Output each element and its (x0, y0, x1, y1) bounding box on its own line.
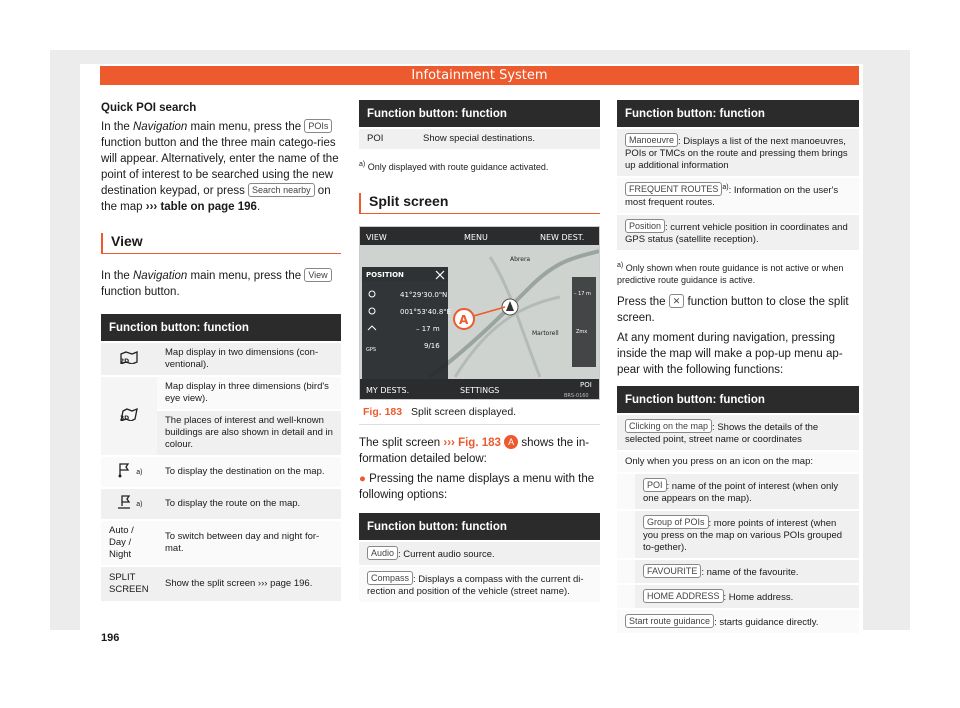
split-paragraph: The split screen ››› Fig. 183 A shows the in-formation detailed below: (359, 437, 590, 465)
close-icon: ✕ (669, 294, 685, 308)
split-screen-image (360, 227, 599, 399)
table-header: Function button: function (617, 386, 859, 414)
table-row: Group of POIs : more points of interest (when you press on the map on various POIs grouped to-gether). (617, 510, 859, 559)
table-row: $^{a)}$ To display the destination on the map. (101, 456, 341, 488)
table-row: $^{a)}$ To display the route on the map. (101, 488, 341, 520)
bullet-icon: ● (359, 473, 366, 485)
fig-label-scale: – 17 m (574, 291, 591, 297)
fig-btn-settings: SETTINGS (460, 386, 500, 395)
table-row: POI : name of the point of interest (when only one appears on the map). (617, 473, 859, 510)
view-function-table (101, 314, 341, 603)
popup-menu-table (617, 386, 859, 635)
view-key: View (304, 268, 331, 282)
table-row: Auto / Day / Night To switch between day and night for-mat. (101, 520, 341, 566)
poi-function-table (359, 100, 600, 151)
fig-btn-new-dest: NEW DEST. (540, 233, 585, 242)
bullet-item: ● Pressing the name displays a menu with the following options: (359, 473, 595, 501)
table-header: Function button: function (359, 513, 600, 541)
table-header: Function button: function (359, 100, 600, 128)
fig-label-lon: 001°53'40.8"E (400, 308, 451, 316)
view-section-title: View (101, 233, 341, 254)
fig-label-gps: GPS (366, 347, 377, 353)
fig-code: BRS-0160 (564, 393, 589, 399)
table-row: Start route guidance : starts guidance directly. (617, 609, 859, 634)
page-number: 196 (101, 632, 120, 644)
column-2 (359, 100, 600, 604)
quick-poi-paragraph: In the Navigation main menu, press the POIs function button and the three main catego-ries will appear. Alternatively, enter the name of the point of interest to be searched using the new destination keypad, or press Search nearby on the map ››› table on page 196. (101, 121, 339, 213)
fig-label-position: POSITION (366, 271, 404, 279)
fig-label-zoom: Zmx (576, 329, 588, 335)
svg-text:3D: 3D (120, 415, 130, 421)
table-row: Compass : Displays a compass with the current di-rection and position of the vehicle (street name). (359, 566, 600, 603)
column-1 (101, 100, 341, 603)
close-paragraph: Press the ✕ function button to close the split screen. (617, 296, 849, 324)
destination-flag-icon (116, 470, 137, 481)
fig-btn-poi: POI (580, 381, 592, 389)
fig-callout-a: A (459, 313, 469, 327)
table-header: Function button: function (617, 100, 859, 128)
column-3 (617, 100, 859, 635)
fig-town-2: Martorell (532, 330, 559, 337)
table-row: SPLIT SCREEN Show the split screen ››› page 196. (101, 566, 341, 602)
callout-a-badge: A (504, 435, 518, 449)
svg-text:2D: 2D (120, 358, 130, 364)
table-row: Audio : Current audio source. (359, 541, 600, 566)
table-row: FREQUENT ROUTES $^{a)}$: Information on the user's most frequent routes. (617, 177, 859, 214)
figure-caption: Fig. 183 Split screen displayed. (359, 400, 600, 425)
table-row: FAVOURITE : name of the favourite. (617, 559, 859, 584)
fig-label-lat: 41°29'30.0"N (400, 291, 448, 299)
table-row: 3D Map display in three dimensions (bird's eye view). (101, 376, 341, 410)
fig-btn-my-dests: MY DESTS. (366, 386, 410, 395)
table-row: POI Show special destinations. (359, 128, 600, 150)
fig-btn-view: VIEW (366, 233, 387, 242)
popup-paragraph: At any moment during navigation, pressing inside the map will make a pop-up menu ap-pear with the following functions: (617, 332, 843, 376)
table-row: Clicking on the map : Shows the details of the selected point, street name or coordinates (617, 414, 859, 451)
split-screen-title: Split screen (359, 193, 600, 214)
split-screen-figure (359, 226, 600, 400)
page-header: Infotainment System (100, 66, 859, 85)
table-row: Manoeuvre : Displays a list of the next manoeuvres, POIs or TMCs on the route and pressing them brings up additional information (617, 128, 859, 177)
view-paragraph: In the Navigation main menu, press the View function button. (101, 268, 341, 300)
name-menu-table (359, 513, 600, 604)
table-ref-link[interactable]: ››› table on page 196 (145, 201, 257, 213)
table-row: The places of interest and well-known buildings are also shown in detail and in colour. (101, 410, 341, 456)
fig-label-alt: – 17 m (416, 325, 440, 333)
footnote: $^{a)}$ Only displayed with route guidance activated. (359, 161, 549, 172)
fig-ref-link[interactable]: ››› Fig. 183 (443, 437, 501, 449)
fig-btn-menu: MENU (464, 233, 488, 242)
pois-key: POIs (304, 119, 332, 133)
footnote: $^{a)}$ Only shown when route guidance is not active or when predictive route guidance is active. (617, 262, 844, 285)
map-3d-icon (119, 413, 139, 424)
search-nearby-key: Search nearby (248, 183, 315, 197)
table-row: 2D Map display in two dimensions (con-ventional). (101, 342, 341, 376)
table-row: Only when you press on an icon on the map: (617, 451, 859, 473)
table-row: Position : current vehicle position in coordinates and GPS status (satellite reception). (617, 214, 859, 251)
position-menu-table (617, 100, 859, 252)
fig-label-gps-count: 9/16 (424, 342, 440, 350)
table-row: HOME ADDRESS : Home address. (617, 584, 859, 609)
route-icon (116, 502, 137, 513)
fig-town-1: Abrera (510, 256, 531, 263)
map-2d-icon (119, 356, 139, 367)
table-header: Function button: function (101, 314, 341, 342)
quick-poi-title: Quick POI search (101, 102, 197, 114)
